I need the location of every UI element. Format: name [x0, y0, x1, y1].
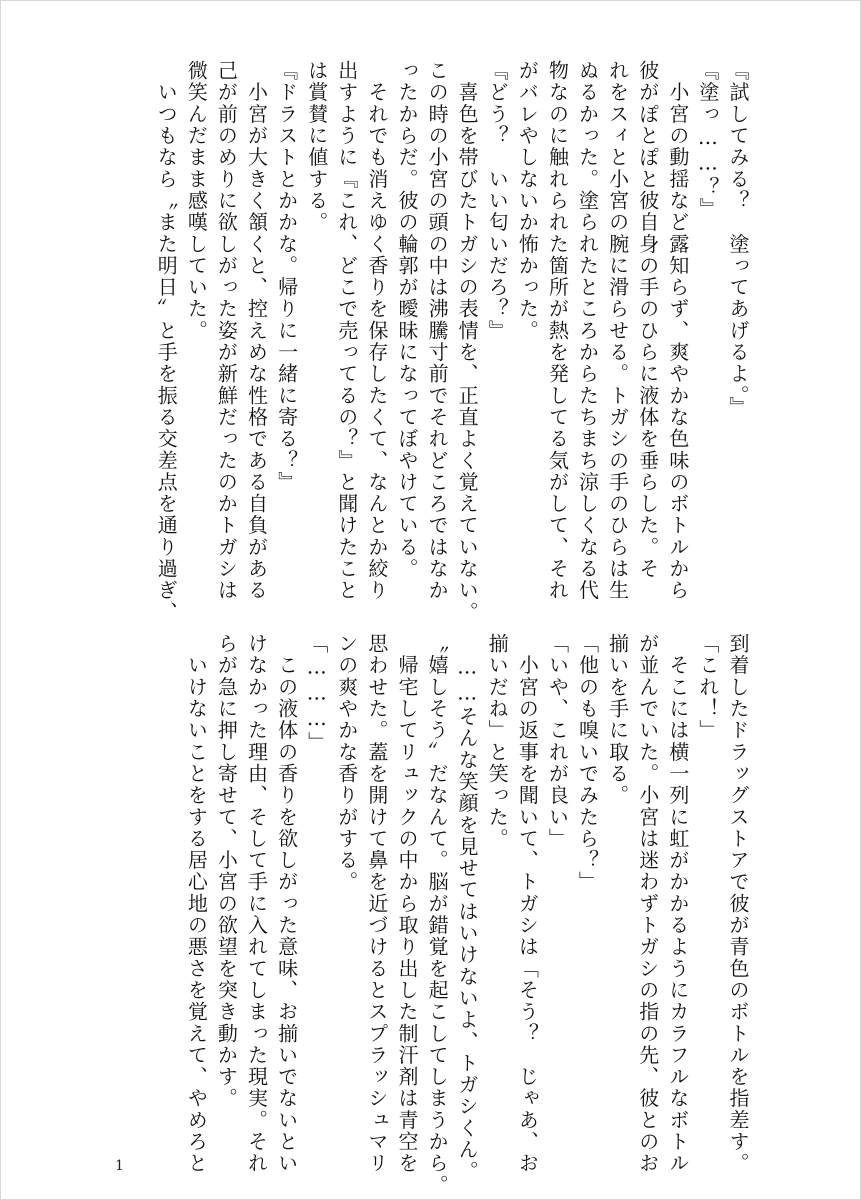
upper-text-block	[151, 60, 753, 623]
upper-text-line: ぬるかった。塗られたところからたちまち涼しくなる代	[575, 60, 600, 602]
upper-text-line: ったからだ。彼の輪郭が曖昧になってぼやけている。	[394, 60, 419, 580]
upper-text-line: は賞賛に値する。	[304, 60, 329, 234]
lower-text-line: この液体の香りを欲しがった意味、お揃いでないとい	[274, 633, 299, 1175]
lower-text-line: 帰宅してリュックの中から取り出した制汗剤は青空を	[394, 633, 419, 1175]
lower-text-line: 揃いを手に取る。	[605, 633, 630, 807]
upper-text-line: 『塗っ……？』	[695, 60, 720, 220]
upper-text-line: 己が前のめりに欲しがった姿が新鮮だったのかトガシは	[214, 60, 239, 602]
lower-text-line: 「これ！」	[695, 633, 720, 742]
lower-text-line: ……そんな笑顔を見せてはいけないよ、トガシくん。	[455, 633, 480, 1183]
lower-text-line: けなかった理由、そして手に入れてしまった現実。それ	[244, 633, 269, 1175]
upper-text-line: この時の小宮の頭の中は沸騰寸前でそれどころではなか	[425, 60, 450, 602]
upper-text-line: 小宮が大きく頷くと、控えめな性格である自負がある	[244, 60, 269, 602]
upper-text-line: 『ドラストとかかな。帰りに一緒に寄る？』	[274, 60, 299, 493]
upper-text-line: 微笑んだまま感嘆していた。	[184, 60, 209, 342]
lower-text-line: 到着したドラッグストアで彼が青色のボトルを指差す。	[726, 633, 750, 1175]
lower-text-line: らが急に押し寄せて、小宮の欲望を突き動かす。	[214, 633, 239, 1110]
upper-text-line: 出すように『これ、どこで売ってるの？』と聞けたこと	[334, 60, 359, 602]
lower-text-line: ンの爽やかな香りがする。	[334, 633, 359, 893]
upper-text-line: 物なのに触れられた箇所が熱を発してる気がして、それ	[545, 60, 570, 602]
upper-text-line: がバレやしないか怖かった。	[515, 60, 540, 342]
upper-text-line: 『試してみる？ 塗ってあげるよ。』	[726, 60, 750, 419]
page-number: 1	[115, 1158, 124, 1174]
lower-text-line: が並んでいた。小宮は迷わずトガシの指の先、彼とのお	[635, 633, 660, 1175]
upper-text-line: 小宮の動揺など露知らず、爽やかな色味のボトルから	[665, 60, 690, 602]
lower-text-line: 思わせた。蓋を開けて鼻を近づけるとスプラッシュマリ	[364, 633, 389, 1175]
upper-text-line: 彼がぽとぽと彼自身の手のひらに液体を垂らした。そ	[635, 60, 660, 580]
upper-text-line: 喜色を帯びたトガシの表情を、正直よく覚えていない。	[455, 60, 480, 623]
upper-text-line: れをスィと小宮の腕に滑らせる。トガシの手のひらは生	[605, 60, 630, 602]
upper-text-line: 『どう？ いい匂いだろ？』	[485, 60, 510, 342]
lower-text-line: そこには横一列に虹がかかるようにカラフルなボトル	[665, 633, 690, 1175]
lower-text-line: 小宮の返事を聞いて、トガシは「そう？ じゃあ、お	[515, 633, 540, 1175]
lower-text-line: いけないことをする居心地の悪さを覚えて、やめろと	[184, 633, 209, 1175]
lower-text-line: 〝嬉しそう〟だなんて。脳が錯覚を起こしてしまうから。	[425, 633, 450, 1196]
lower-text-line: 「他のも嗅いでみたら？」	[575, 633, 600, 893]
upper-text-line: いつもなら〝また明日〟と手を振る交差点を通り過ぎ、	[154, 60, 179, 623]
lower-text-line: 揃いだね」と笑った。	[485, 633, 510, 850]
lower-text-block	[181, 633, 753, 1196]
lower-text-line: 「………」	[304, 633, 329, 754]
lower-text-line: 「いや、これが良い」	[545, 633, 570, 850]
upper-text-line: それでも消えゆく香りを保存したくて、なんとか絞り	[364, 60, 389, 602]
